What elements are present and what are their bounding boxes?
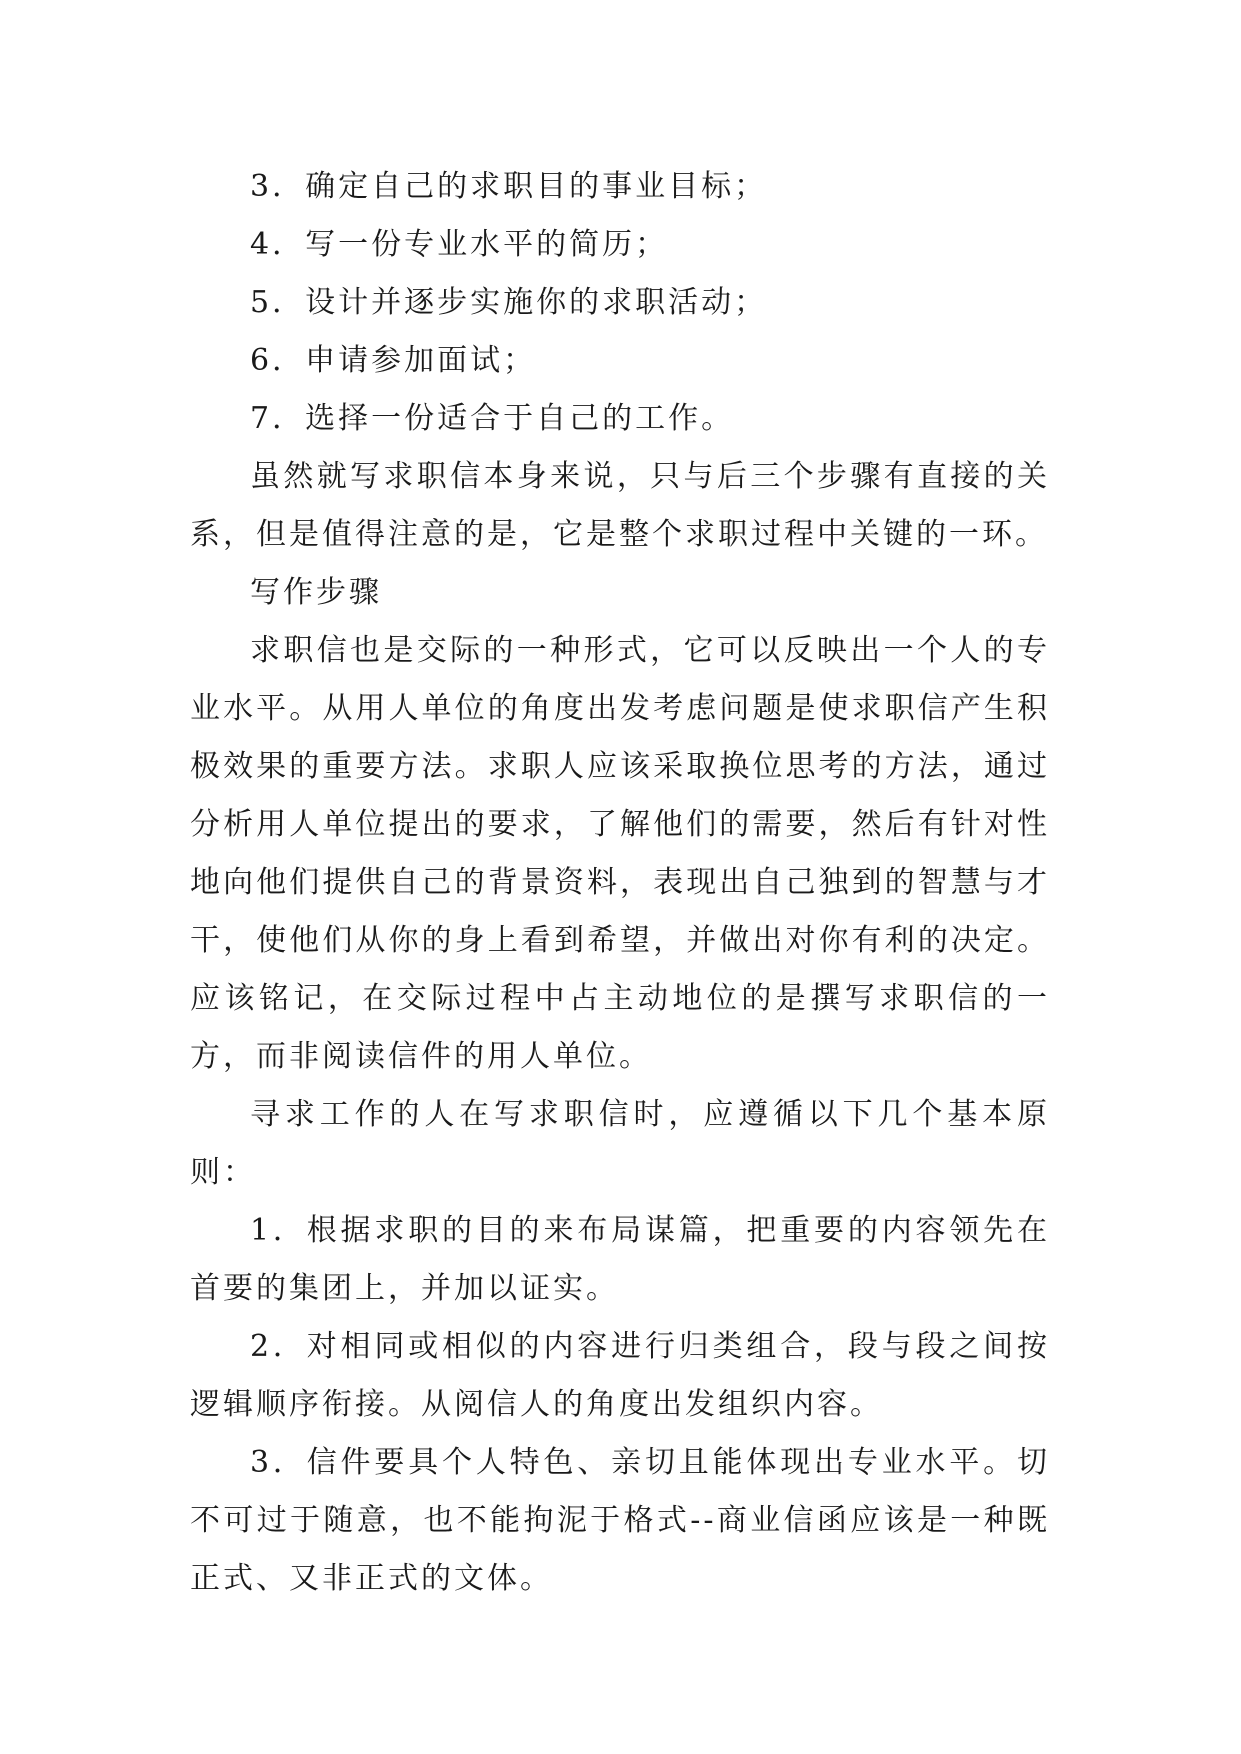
section-heading: 写作步骤 — [250, 575, 382, 610]
body-paragraph: 虽然就写求职信本身来说，只与后三个步骤有直接的关系，但是值得注意的是，它是整个求职过程中关键的一环。 — [190, 459, 1050, 552]
body-paragraph: 求职信也是交际的一种形式，它可以反映出一个人的专业水平。从用人单位的角度出发考虑问题是使求职信产生积极效果的重要方法。求职人应该采取换位思考的方法，通过分析用人单位提出的要求，了解他们的需要，然后有针对性地向他们提供自己的背景资料，表现出自己独到的智慧与才干，使他们从你的身上看到希望，并做出对你有利的决定。应该铭记，在交际过程中占主动地位的是撰写求职信的一方，而非阅读信件的用人单位。 — [190, 633, 1050, 1074]
body-paragraph: 寻求工作的人在写求职信时，应遵循以下几个基本原则： — [190, 1097, 1050, 1190]
document-body — [190, 158, 1050, 1608]
principle-item-3: 3．信件要具个人特色、亲切且能体现出专业水平。切不可过于随意，也不能拘泥于格式--商业信函应该是一种既正式、又非正式的文体。 — [190, 1445, 1050, 1596]
list-item-step-5: 5．设计并逐步实施你的求职活动； — [250, 285, 768, 320]
principle-item-2: 2．对相同或相似的内容进行归类组合，段与段之间按逻辑顺序衔接。从阅信人的角度出发组织内容。 — [190, 1329, 1050, 1422]
list-item-step-3: 3．确定自己的求职目的事业目标； — [250, 169, 768, 204]
list-item-step-6: 6．申请参加面试； — [250, 343, 537, 378]
list-item-step-4: 4．写一份专业水平的简历； — [250, 227, 669, 262]
list-item-step-7: 7．选择一份适合于自己的工作。 — [250, 401, 735, 436]
principle-item-1: 1．根据求职的目的来布局谋篇，把重要的内容领先在首要的集团上，并加以证实。 — [190, 1213, 1050, 1306]
